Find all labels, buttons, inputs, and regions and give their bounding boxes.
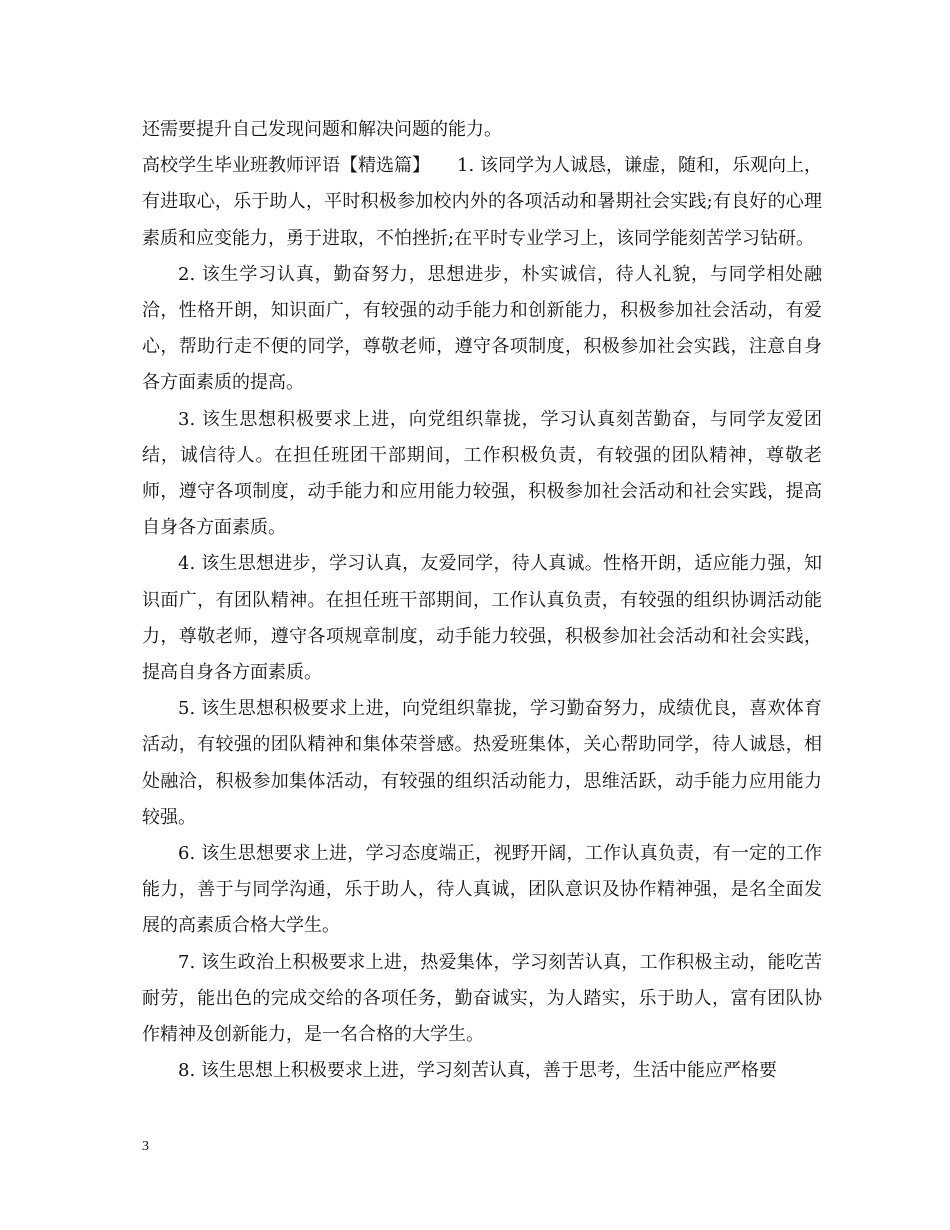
paragraph-item-4: 4. 该生思想进步，学习认真，友爱同学，待人真诚。性格开朗，适应能力强，知识面广，有团队精神。在担任班干部期间，工作认真负责，有较强的组织协调活动能力，尊敬老师，遵守各项规章制度，动手能力较强，积极参加社会活动和社会实践，提高自身各方面素质。	[142, 553, 822, 684]
paragraph-item-3: 3. 该生思想积极要求上进，向党组织靠拢，学习认真刻苦勤奋，与同学友爱团结，诚信待人。在担任班团干部期间，工作积极负责，有较强的团队精神，尊敬老师，遵守各项制度，动手能力和应用能力较强，积极参加社会活动和社会实践，提高自身各方面素质。	[142, 408, 822, 539]
paragraph-continuation: 还需要提升自己发现问题和解决问题的能力。	[142, 119, 502, 140]
paragraph-item-5: 5. 该生思想积极要求上进，向党组织靠拢，学习勤奋努力，成绩优良，喜欢体育活动，有较强的团队精神和集体荣誉感。热爱班集体，关心帮助同学，待人诚恳，相处融洽，积极参加集体活动，有较强的组织活动能力，思维活跃，动手能力应用能力较强。	[142, 698, 822, 828]
paragraph-item-6: 6. 该生思想要求上进，学习态度端正，视野开阔，工作认真负责，有一定的工作能力，善于与同学沟通，乐于助人，待人真诚，团队意识及协作精神强，是名全面发展的高素质合格大学生。	[142, 843, 822, 937]
paragraph-item-8: 8. 该生思想上积极要求上进，学习刻苦认真，善于思考，生活中能应严格要	[178, 1060, 777, 1082]
body-text	[142, 112, 822, 1089]
page-number: 3	[142, 1139, 149, 1154]
paragraph-item-2: 2. 该生学习认真，勤奋努力，思想进步，朴实诚信，待人礼貌，与同学相处融洽，性格开朗，知识面广，有较强的动手能力和创新能力，积极参加社会活动，有爱心，帮助行走不便的同学，尊敬老师，遵守各项制度，积极参加社会实践，注意自身各方面素质的提高。	[142, 263, 822, 394]
paragraph-heading-item-1: 高校学生毕业班教师评语【精选篇】 1. 该同学为人诚恳，谦虚，随和，乐观向上，有进取心，乐于助人，平时积极参加校内外的各项活动和暑期社会实践;有良好的心理素质和应变能力，勇于进取，不怕挫折;在平时专业学习上，该同学能刻苦学习钻研。	[142, 155, 822, 249]
paragraph-item-7: 7. 该生政治上积极要求上进，热爱集体，学习刻苦认真，工作积极主动，能吃苦耐劳，能出色的完成交给的各项任务，勤奋诚实，为人踏实，乐于助人，富有团队协作精神及创新能力，是一名合格的大学生。	[142, 951, 822, 1046]
